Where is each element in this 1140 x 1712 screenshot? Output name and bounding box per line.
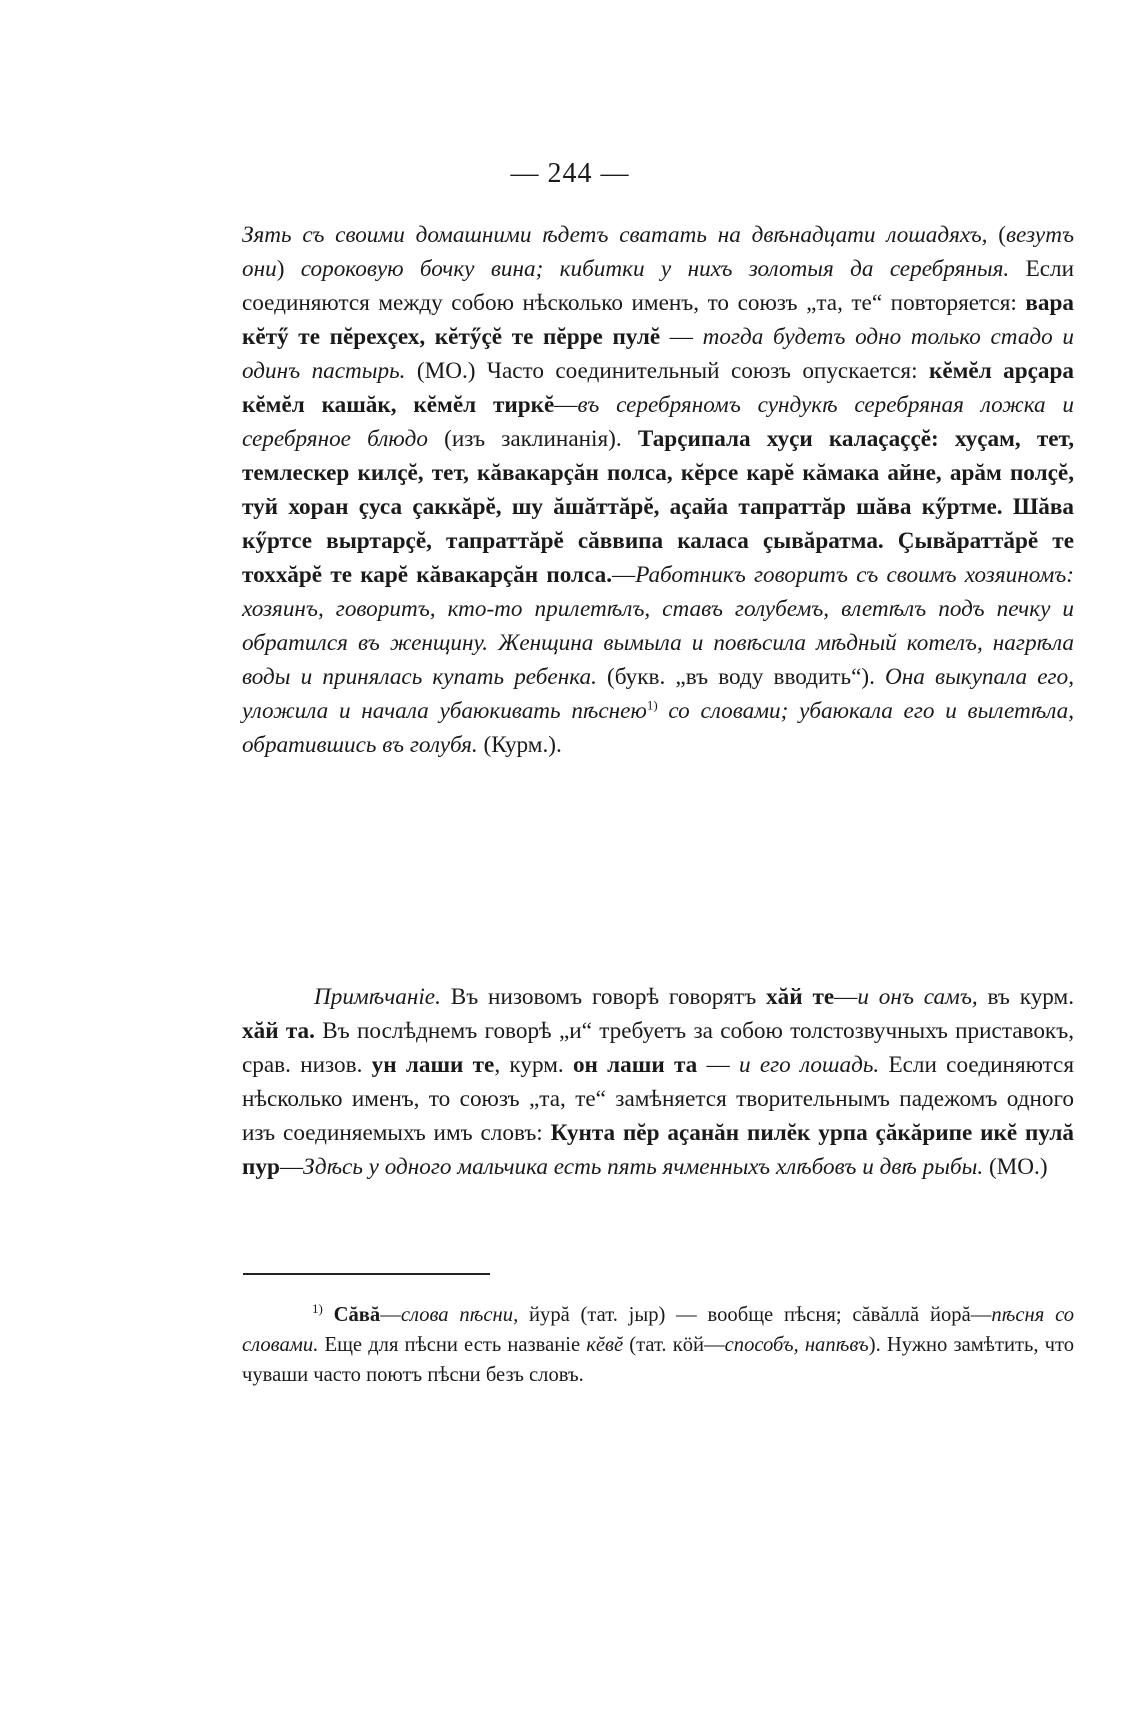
paragraph-text: — — [697, 1052, 739, 1078]
paragraph-text: — — [380, 1304, 401, 1326]
paragraph-text: Въ низовомъ говорѣ говорятъ — [440, 984, 767, 1010]
paragraph-text: (МО.) — [983, 1154, 1048, 1180]
translation-text: въ серебряномъ сундукѣ серебряная ложка и серебряное блюдо — [242, 392, 1074, 452]
paragraph-text: ) — [276, 256, 301, 282]
chuvash-example: кĕмĕл арҫара кĕмĕл кашăк, кĕмĕл тиркĕ — [242, 358, 1074, 418]
chuvash-example: кĕвĕ — [586, 1334, 624, 1356]
translation-text: пѣсня со словами. — [242, 1304, 1074, 1356]
translation-text: Зять съ своими домашними ѣдетъ сватать на двѣнадцати лошадяхъ, — [242, 222, 988, 248]
paragraph-text: Если соединяются между собою нѣсколько именъ, то союзъ „та, те“ повторяется: — [242, 256, 1075, 316]
page-number: — 244 — — [510, 158, 630, 189]
footnote-marker: 1) — [646, 697, 658, 713]
paragraph-text: въ курм. — [977, 984, 1074, 1010]
translation-text: Здѣсь у одного мальчика есть пять ячменныхъ хлѣбовъ и двѣ рыбы. — [303, 1154, 984, 1180]
translation-text: сороковую бочку вина; кибитки у нихъ золотыя да серебряныя. — [300, 256, 1010, 282]
chuvash-example: хăй те — [766, 984, 835, 1010]
paragraph-text: — — [279, 1154, 304, 1180]
translation-text: тогда будетъ одно только стадо и одинъ пастырь. — [242, 324, 1074, 384]
footnote — [242, 1300, 1074, 1390]
chuvash-example: Кунта пĕр аҫанăн пилĕк урпа çăкăрипе икĕ пулă пур — [242, 1120, 1074, 1180]
main-paragraph — [242, 218, 1074, 762]
paragraph-text: (изъ заклинанія). — [428, 426, 638, 452]
paragraph-text: Если соединяются нѣсколько именъ, то союзъ „та, те“ замѣняется творительнымъ падежомъ одного изъ соединяемыхъ имъ словъ: — [242, 1052, 1074, 1146]
paragraph-text: ( — [987, 222, 1006, 248]
translation-text: и его лошадь. — [738, 1052, 880, 1078]
paragraph-text: — — [612, 562, 636, 588]
translation-text: со словами; убаюкала его и вылетѣла, обратившись въ голубя. — [242, 698, 1074, 758]
paragraph-text: Въ послѣднемъ говорѣ „и“ требуетъ за собою толстозвучныхъ приставокъ, срав. низов. — [242, 1018, 1074, 1078]
note-paragraph — [242, 980, 1074, 1184]
chuvash-example: он лаши та — [572, 1052, 698, 1078]
paragraph-text: , курм. — [494, 1052, 573, 1078]
translation-text: и онъ самъ, — [857, 984, 978, 1010]
chuvash-example: вара кĕтӳ те пĕрехçех, кĕтӳçĕ те пĕрре пулĕ — [242, 290, 1074, 350]
note-heading: Примѣчаніе. — [314, 984, 441, 1010]
footnote-divider — [243, 1273, 490, 1275]
translation-text: слова пѣсни, — [400, 1304, 519, 1326]
footnote-number: 1) — [312, 1301, 323, 1317]
translation-text: Работникъ говоритъ съ своимъ хозяиномъ: хозяинъ, говоритъ, кто-то прилетѣлъ, ставъ голубемъ, влетѣлъ подъ печку и обратился въ женщину. Женщина вымыла и повѣсила мѣдный котелъ, нагрѣла воды и принялась купать ребенка. — [242, 562, 1074, 690]
paragraph-text: — — [660, 324, 703, 350]
chuvash-example: Сăвă — [322, 1304, 381, 1326]
paragraph-text: (букв. „въ воду вводить“). — [596, 664, 886, 690]
paragraph-text: — — [834, 984, 858, 1010]
translation-text: способъ, напѣвъ — [724, 1334, 869, 1356]
paragraph-text: (тат. кӧй— — [623, 1334, 725, 1356]
paragraph-text: Еще для пѣсни есть названіе — [318, 1334, 587, 1356]
paragraph-text: — — [554, 392, 578, 418]
paragraph-text: йурă (тат. јыр) — вообще пѣсня; сăвăллă йорă — [518, 1304, 971, 1326]
translation-text: Она выкупала его, уложила и начала убаюкивать пѣснею — [242, 664, 1074, 724]
translation-text: везутъ они — [242, 222, 1074, 282]
paragraph-text: — — [970, 1304, 992, 1326]
paragraph-text: ). Нужно замѣтить, что чуваши часто поютъ пѣсни безъ словъ. — [242, 1334, 1075, 1386]
paragraph-text: (Курм.). — [477, 732, 562, 758]
chuvash-example: Тарçипала хуçи калаçаççĕ: хуçам, тет, темлескер килҫĕ, тет, кăвакарçăн полса, кĕрсе карĕ кăмака айне, арăм полҫĕ, туй хоран çуса çаккăрĕ, шу ăшăттăрĕ, аҫайа тапраттăр шăва кӳртме. Шăва кӳртсе выртарҫĕ, тапраттăрĕ сăввипа каласа çывăратма. Çывăраттăрĕ те тоххăрĕ те карĕ кăвакарçăн полса. — [242, 426, 1074, 588]
chuvash-example: ун лаши те — [371, 1052, 495, 1078]
chuvash-example: хăй та. — [242, 1018, 315, 1044]
paragraph-text: (МО.) Часто соединительный союзъ опускается: — [405, 358, 929, 384]
